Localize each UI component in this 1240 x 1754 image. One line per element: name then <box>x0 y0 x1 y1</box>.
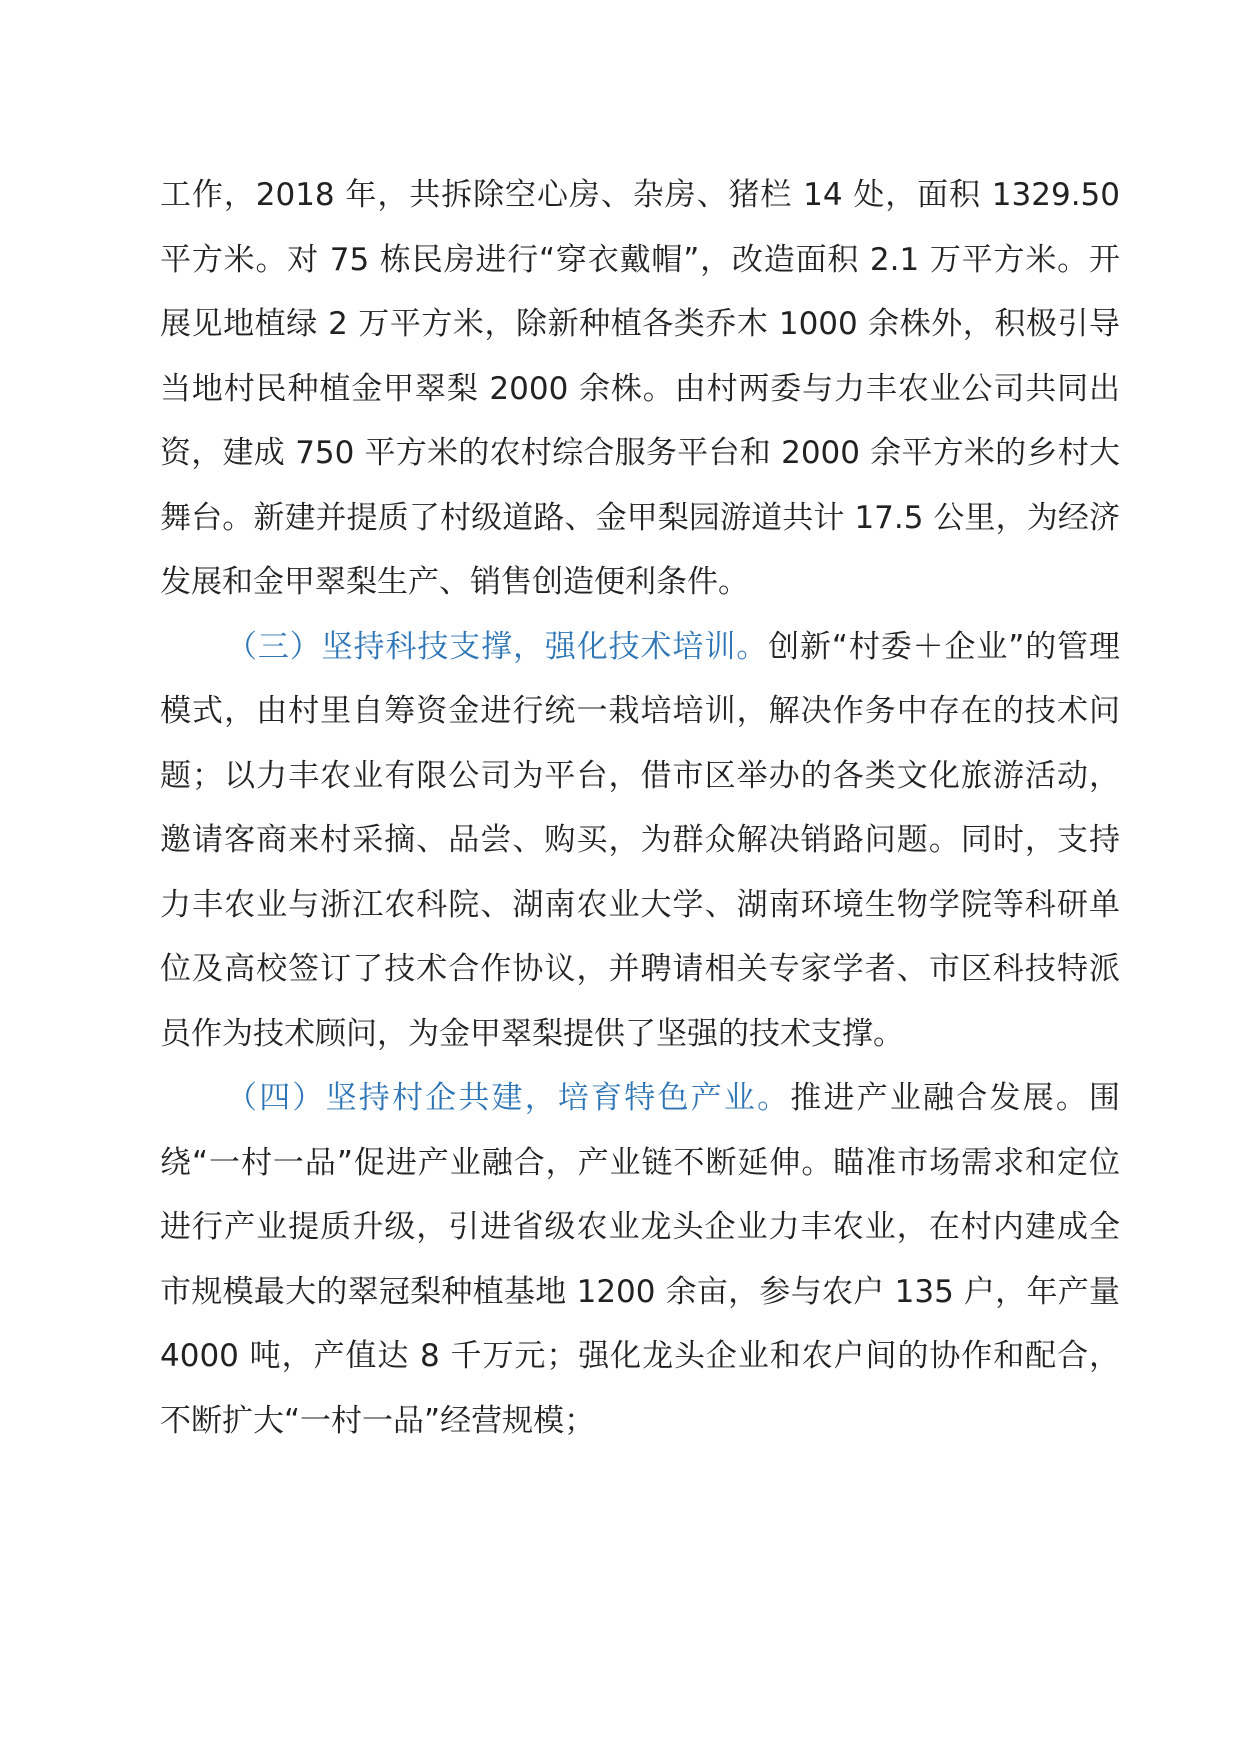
section-heading-3: （三）坚持科技支撑，强化技术培训。 <box>226 628 769 665</box>
paragraph-text: 工作，2018 年，共拆除空心房、杂房、猪栏 14 处，面积 1329.50 平方米。对 75 栋民房进行“穿衣戴帽”，改造面积 2.1 万平方米。开展见地植绿 2 万平方米，除新种植各类乔木 1000 余株外，积极引导当地村民种植金甲翠梨 2000 余株。由村两委与力丰农业公司共同出资，建成 750 平方米的农村综合服务平台和 2000 余平方米的乡村大舞台。新建并提质了村级道路、金甲梨园游道共计 17.5 公里，为经济发展和金甲翠梨生产、销售创造便利条件。 <box>160 177 1120 600</box>
paragraph-continuation <box>160 163 1120 615</box>
section-heading-4: （四）坚持村企共建，培育特色产业。 <box>226 1080 791 1116</box>
paragraph-section-3 <box>160 615 1120 1067</box>
paragraph-text: 推进产业融合发展。围绕“一村一品”促进产业融合，产业链不断延伸。瞄准市场需求和定位进行产业提质升级，引进省级农业龙头企业力丰农业，在村内建成全市规模最大的翠冠梨种植基地 1200 余亩，参与农户 135 户，年产量 4000 吨，产值达 8 千万元；强化龙头企业和农户间的协作和配合，不断扩大“一村一品”经营规模； <box>160 1080 1121 1439</box>
paragraph-section-4 <box>160 1066 1120 1453</box>
document-body <box>160 163 1120 1453</box>
paragraph-text: 创新“村委＋企业”的管理模式，由村里自筹资金进行统一栽培培训，解决作务中存在的技术问题；以力丰农业有限公司为平台，借市区举办的各类文化旅游活动，邀请客商来村采摘、品尝、购买，为群众解决销路问题。同时，支持力丰农业与浙江农科院、湖南农业大学、湖南环境生物学院等科研单位及高校签订了技术合作协议，并聘请相关专家学者、市区科技特派员作为技术顾问，为金甲翠梨提供了坚强的技术支撑。 <box>160 628 1121 1052</box>
